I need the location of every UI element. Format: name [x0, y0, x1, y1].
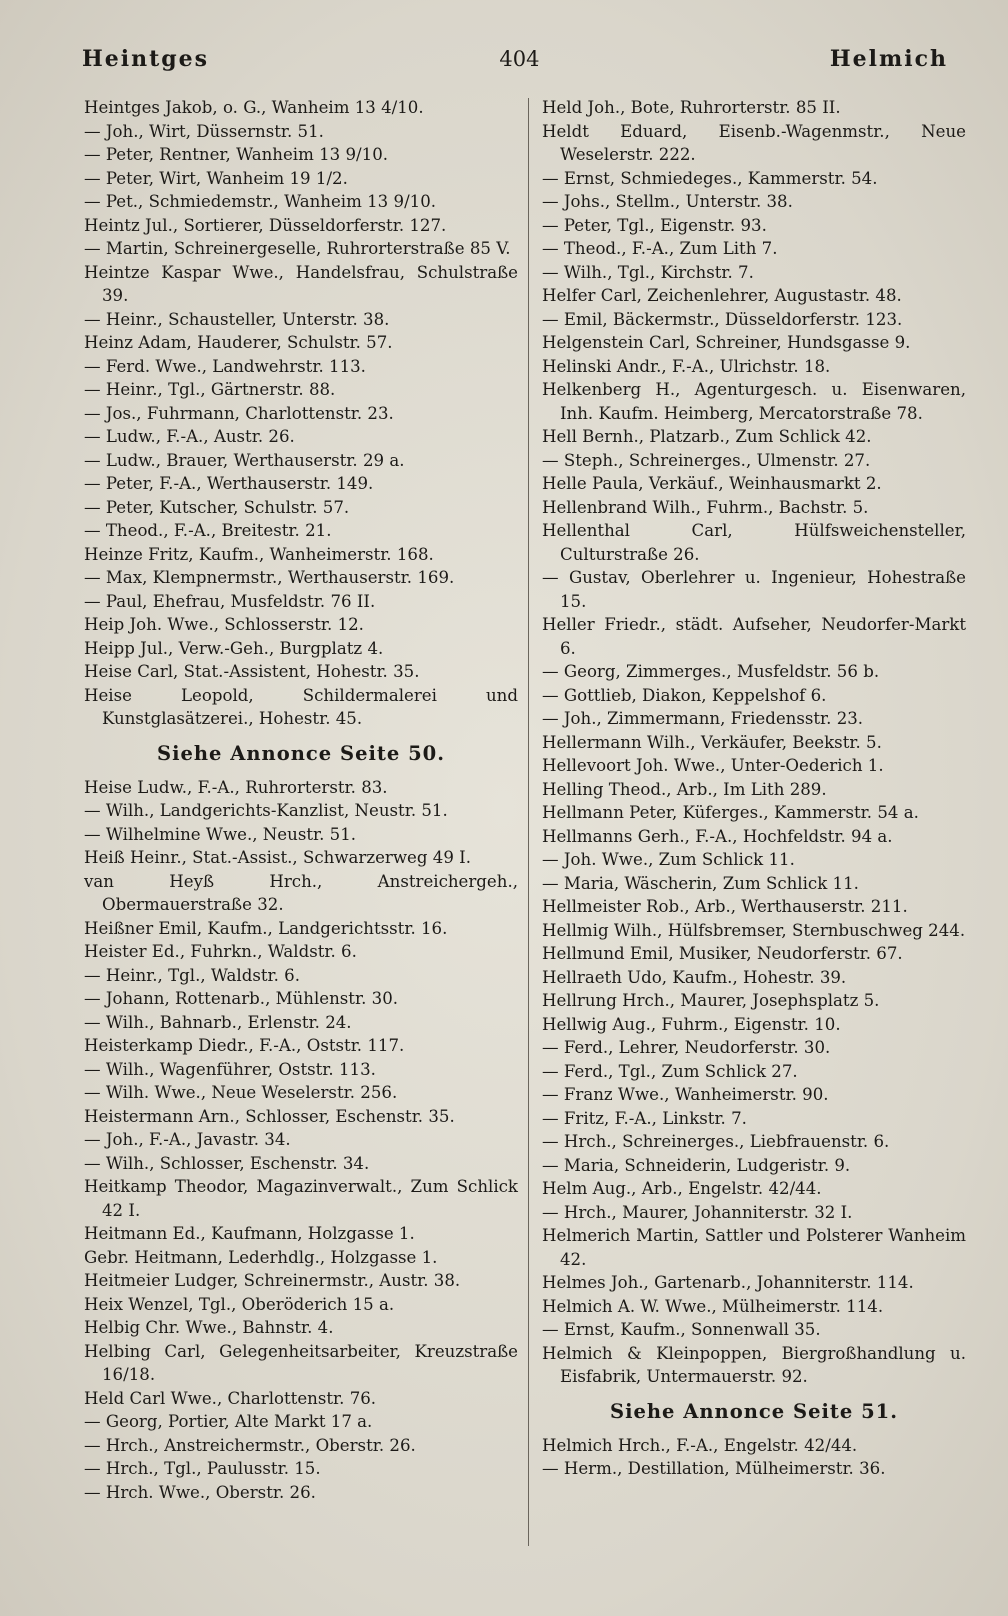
directory-entry: — Emil, Bäckermstr., Düsseldorferstr. 123.	[542, 309, 903, 329]
directory-entry: Helmerich Martin, Sattler und Polsterer Wanheim 42.	[542, 1226, 966, 1269]
directory-entry: — Maria, Wäscherin, Zum Schlick 11.	[542, 873, 859, 893]
directory-entry: — Herm., Destillation, Mülheimerstr. 36.	[542, 1459, 886, 1478]
directory-entry: Hellwig Aug., Fuhrm., Eigenstr. 10.	[542, 1014, 841, 1034]
directory-entry: Helmich A. W. Wwe., Mülheimerstr. 114.	[542, 1296, 884, 1316]
directory-entry: Helbing Carl, Gelegenheitsarbeiter, Kreuzstraße 16/18.	[84, 1341, 518, 1384]
directory-entry: Helmich & Kleinpoppen, Biergroßhandlung u. Eisfabrik, Untermauerstr. 92.	[542, 1343, 966, 1386]
directory-entry: — Wilh., Wagenführer, Oststr. 113.	[84, 1059, 376, 1079]
directory-entry: — Wilh., Schlosser, Eschenstr. 34.	[84, 1153, 370, 1173]
directory-entry: — Ludw., F.-A., Austr. 26.	[84, 427, 295, 446]
directory-entry: — Ernst, Kaufm., Sonnenwall 35.	[542, 1320, 821, 1339]
directory-entry: — Ernst, Schmiedeges., Kammerstr. 54.	[542, 168, 878, 188]
directory-entry: Hell Bernh., Platzarb., Zum Schlick 42.	[542, 427, 872, 446]
directory-entry: — Wilh., Tgl., Kirchstr. 7.	[542, 262, 754, 282]
directory-entry: Heisterkamp Diedr., F.-A., Oststr. 117.	[84, 1036, 405, 1055]
page-header	[82, 46, 948, 82]
directory-entry: — Wilh., Bahnarb., Erlenstr. 24.	[84, 1012, 352, 1032]
directory-entry: Helle Paula, Verkäuf., Weinhausmarkt 2.	[542, 474, 882, 493]
directory-entry: Hellmann Peter, Küferges., Kammerstr. 54 a.	[542, 803, 919, 822]
directory-entry: — Joh., Wirt, Düssernstr. 51.	[84, 121, 324, 141]
directory-entry: Hellenthal Carl, Hülfsweichensteller, Culturstraße 26.	[542, 521, 966, 564]
directory-entry: Heintges Jakob, o. G., Wanheim 13 4/10.	[84, 98, 424, 117]
directory-entry: Hellmund Emil, Musiker, Neudorferstr. 67.	[542, 944, 903, 963]
directory-entry: — Joh., F.-A., Javastr. 34.	[84, 1130, 291, 1149]
directory-entry: Heldt Eduard, Eisenb.-Wagenmstr., Neue Weselerstr. 222.	[542, 121, 966, 164]
directory-entry: — Peter, Rentner, Wanheim 13 9/10.	[84, 145, 389, 164]
directory-entry: Heitmeier Ludger, Schreinermstr., Austr. 38.	[84, 1271, 461, 1290]
directory-entry: Helmich Hrch., F.-A., Engelstr. 42/44.	[542, 1435, 858, 1455]
directory-entry: — Johs., Stellm., Unterstr. 38.	[542, 192, 793, 211]
directory-entry: Helgenstein Carl, Schreiner, Hundsgasse 9.	[542, 333, 911, 352]
directory-entry: — Wilh. Wwe., Neue Weselerstr. 256.	[84, 1083, 398, 1102]
directory-entry: Hellrung Hrch., Maurer, Josephsplatz 5.	[542, 991, 880, 1010]
header-left-word: Heintges	[82, 46, 210, 72]
directory-entry: — Heinr., Tgl., Gärtnerstr. 88.	[84, 380, 336, 399]
directory-entry: — Peter, Tgl., Eigenstr. 93.	[542, 215, 767, 235]
directory-entry: — Ferd., Tgl., Zum Schlick 27.	[542, 1061, 798, 1081]
directory-entry: Heintze Kaspar Wwe., Handelsfrau, Schulstraße 39.	[84, 262, 518, 305]
directory-entry: Heinze Fritz, Kaufm., Wanheimerstr. 168.	[84, 544, 434, 564]
directory-entry: — Theod., F.-A., Zum Lith 7.	[542, 239, 778, 258]
directory-entry: Helm Aug., Arb., Engelstr. 42/44.	[542, 1179, 822, 1198]
directory-entry: — Heinr., Schausteller, Unterstr. 38.	[84, 309, 390, 329]
directory-entry: Hellraeth Udo, Kaufm., Hohestr. 39.	[542, 967, 847, 987]
directory-entry: — Hrch., Anstreichermstr., Oberstr. 26.	[84, 1435, 416, 1455]
directory-entry: — Hrch. Wwe., Oberstr. 26.	[84, 1482, 316, 1502]
directory-entry: Hellenbrand Wilh., Fuhrm., Bachstr. 5.	[542, 497, 869, 517]
directory-entry: Heißner Emil, Kaufm., Landgerichtsstr. 16.	[84, 918, 448, 938]
directory-entry: Helkenberg H., Agenturgesch. u. Eisenwaren, Inh. Kaufm. Heimberg, Mercatorstraße 78.	[542, 380, 966, 423]
directory-entry: Heise Leopold, Schildermalerei und Kunstglasätzerei., Hohestr. 45.	[84, 685, 518, 728]
directory-entry: — Hrch., Maurer, Johanniterstr. 32 I.	[542, 1202, 853, 1222]
directory-entry: — Georg, Portier, Alte Markt 17 a.	[84, 1412, 373, 1431]
directory-entry: — Ludw., Brauer, Werthauserstr. 29 a.	[84, 450, 405, 470]
annonce-notice: Siehe Annonce Seite 50.	[156, 741, 446, 765]
directory-entry: Helling Theod., Arb., Im Lith 289.	[542, 779, 827, 799]
directory-entry: — Hrch., Schreinerges., Liebfrauenstr. 6.	[542, 1132, 890, 1151]
directory-entry: — Paul, Ehefrau, Musfeldstr. 76 II.	[84, 591, 376, 611]
directory-entry: — Steph., Schreinerges., Ulmenstr. 27.	[542, 450, 871, 470]
directory-entry: Heistermann Arn., Schlosser, Eschenstr. 35.	[84, 1106, 455, 1126]
directory-entry: — Johann, Rottenarb., Mühlenstr. 30.	[84, 989, 399, 1008]
directory-entry: Gebr. Heitmann, Lederhdlg., Holzgasse 1.	[84, 1247, 438, 1267]
directory-entry: Heintz Jul., Sortierer, Düsseldorferstr. 127.	[84, 215, 447, 235]
directory-entry: Heinz Adam, Hauderer, Schulstr. 57.	[84, 333, 393, 352]
directory-entry: — Joh., Zimmermann, Friedensstr. 23.	[542, 709, 864, 728]
directory-entry: Heise Ludw., F.-A., Ruhrorterstr. 83.	[84, 777, 388, 797]
directory-entry: — Georg, Zimmerges., Musfeldstr. 56 b.	[542, 662, 880, 681]
directory-entry: — Franz Wwe., Wanheimerstr. 90.	[542, 1085, 829, 1104]
directory-entry: Heix Wenzel, Tgl., Oberöderich 15 a.	[84, 1294, 395, 1314]
directory-entry: Heip Joh. Wwe., Schlosserstr. 12.	[84, 615, 364, 634]
directory-entry: — Peter, Wirt, Wanheim 19 1/2.	[84, 168, 348, 188]
directory-entry: Helinski Andr., F.-A., Ulrichstr. 18.	[542, 356, 831, 376]
directory-entry: — Martin, Schreinergeselle, Ruhrorterstraße 85 V.	[84, 239, 511, 258]
directory-entry: Helbig Chr. Wwe., Bahnstr. 4.	[84, 1318, 334, 1337]
directory-entry: Hellmig Wilh., Hülfsbremser, Sternbuschweg 244.	[542, 920, 966, 940]
directory-entry: Hellmeister Rob., Arb., Werthauserstr. 211.	[542, 897, 908, 916]
directory-entry: — Max, Klempnermstr., Werthauserstr. 169.	[84, 568, 455, 587]
directory-entry: — Joh. Wwe., Zum Schlick 11.	[542, 850, 795, 869]
directory-entry: Helfer Carl, Zeichenlehrer, Augustastr. 48.	[542, 286, 902, 305]
directory-entry: — Theod., F.-A., Breitestr. 21.	[84, 521, 332, 540]
directory-entry: — Gottlieb, Diakon, Keppelshof 6.	[542, 685, 827, 705]
directory-entry: — Fritz, F.-A., Linkstr. 7.	[542, 1108, 747, 1128]
directory-entry: — Wilh., Landgerichts-Kanzlist, Neustr. 51.	[84, 801, 448, 820]
directory-entry: Held Joh., Bote, Ruhrorterstr. 85 II.	[542, 98, 841, 117]
directory-entry: Heipp Jul., Verw.-Geh., Burgplatz 4.	[84, 638, 384, 658]
directory-entry: Held Carl Wwe., Charlottenstr. 76.	[84, 1388, 377, 1408]
directory-entry: Hellmanns Gerh., F.-A., Hochfeldstr. 94 a.	[542, 826, 893, 846]
directory-entry: Heller Friedr., städt. Aufseher, Neudorfer-Markt 6.	[542, 615, 966, 658]
directory-entry: — Ferd. Wwe., Landwehrstr. 113.	[84, 356, 366, 376]
directory-entry: Heise Carl, Stat.-Assistent, Hohestr. 35.	[84, 662, 420, 681]
directory-entry: — Heinr., Tgl., Waldstr. 6.	[84, 965, 301, 985]
directory-entry: Heiß Heinr., Stat.-Assist., Schwarzerweg 49 I.	[84, 848, 471, 867]
directory-entry: — Ferd., Lehrer, Neudorferstr. 30.	[542, 1038, 831, 1057]
directory-entry: — Gustav, Oberlehrer u. Ingenieur, Hohestraße 15.	[542, 568, 966, 611]
left-column	[84, 96, 518, 1504]
directory-entry: Heister Ed., Fuhrkn., Waldstr. 6.	[84, 942, 357, 961]
annonce-notice: Siehe Annonce Seite 51.	[609, 1399, 899, 1423]
page-number: 404	[499, 47, 540, 71]
directory-entry: — Peter, F.-A., Werthauserstr. 149.	[84, 474, 374, 493]
directory-entry: Hellermann Wilh., Verkäufer, Beekstr. 5.	[542, 732, 882, 752]
header-right-word: Helmich	[829, 46, 948, 72]
right-column	[542, 96, 966, 1481]
directory-entry: — Peter, Kutscher, Schulstr. 57.	[84, 497, 350, 517]
column-divider	[528, 98, 529, 1546]
directory-entry: — Pet., Schmiedemstr., Wanheim 13 9/10.	[84, 192, 437, 211]
directory-entry: Hellevoort Joh. Wwe., Unter-Oederich 1.	[542, 756, 884, 775]
directory-entry: van Heyß Hrch., Anstreichergeh., Obermauerstraße 32.	[84, 871, 518, 914]
directory-entry: — Wilhelmine Wwe., Neustr. 51.	[84, 824, 357, 844]
directory-entry: Heitmann Ed., Kaufmann, Holzgasse 1.	[84, 1224, 415, 1243]
directory-entry: — Maria, Schneiderin, Ludgeristr. 9.	[542, 1155, 851, 1175]
directory-entry: Heitkamp Theodor, Magazinverwalt., Zum Schlick 42 I.	[84, 1177, 518, 1220]
directory-entry: — Hrch., Tgl., Paulusstr. 15.	[84, 1459, 321, 1478]
directory-entry: Helmes Joh., Gartenarb., Johanniterstr. 114.	[542, 1273, 914, 1292]
directory-entry: — Jos., Fuhrmann, Charlottenstr. 23.	[84, 403, 394, 423]
